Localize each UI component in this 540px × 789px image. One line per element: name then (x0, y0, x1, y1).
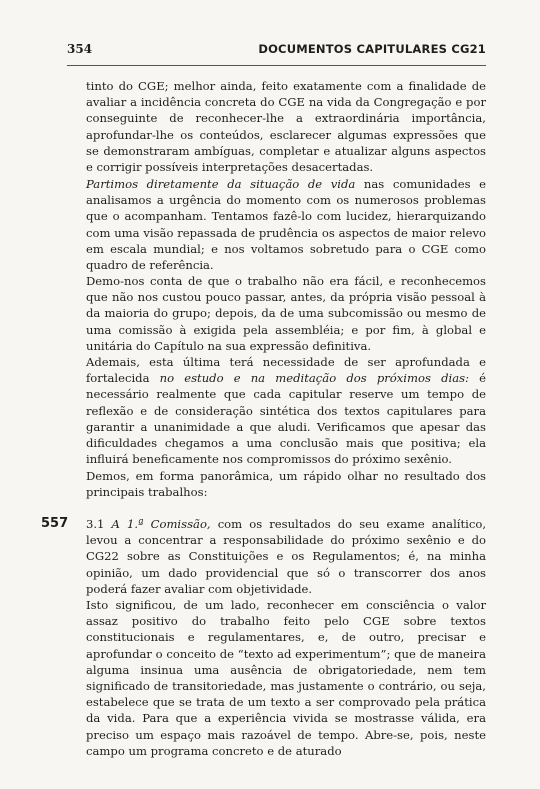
paragraph-7: Isto significou, de um lado, reconhecer em consciência o valor assaz positivo do trabalho feito pelo CGE sobre textos constitucionais e regulamentares, e, de outro, precisar e aprofundar o conceito de “texto ad experimentum”; que de maneira alguma insinua uma ausência de obrigatoriedade, nem tem significado de transitoriedade, mas justamente o contrário, ou seja, estabelece que se trata de um texto a ser comprovado pela prática da vida. Para que a experiência vivida se mostrasse válida, era preciso um espaço mais razoável de tempo. Abre-se, pois, neste campo um programa concreto e de aturado (86, 598, 486, 758)
paragraph-6-italic: A 1.ª Comissão, (111, 517, 211, 531)
paragraph-4-text-b: é necessário realmente que cada capitular reserve um tempo de reflexão e de consideração sintética dos textos capitulares para garantir a unanimidade a que aludi. Verificamos que apesar das dificuldades chegamos a uma conclusão mais que positiva; ela influirá beneficamente nos compromissos do próximo sexênio. (86, 371, 486, 467)
paragraph-4 (86, 354, 486, 467)
running-title: DOCUMENTOS CAPITULARES CG21 (258, 42, 486, 56)
running-header (67, 41, 486, 66)
paragraph-4-text-a: Ademais, esta última terá necessidade de ser aprofundada e fortalecida (86, 355, 486, 386)
paragraph-2 (86, 176, 486, 273)
paragraph-2-text: nas comunidades e analisamos a urgência do momento com os numerosos problemas que o acompanham. Tentamos fazê-lo com lucidez, hierarquizando com uma visão repassada de prudência os aspectos de maior relevo em escala mundial; e nos voltamos sobretudo para o CGE como quadro de referência. (86, 177, 487, 273)
section-number: 557 (41, 516, 69, 531)
paragraph-6-text: com os resultados do seu exame analítico, levou a concentrar a responsabilidade do próximo sexênio e do CG22 sobre as Constituições e os Regulamentos; é, na minha opinião, um dado providencial que só o transcorrer dos anos poderá fazer avaliar com objetividade. (86, 517, 487, 596)
page-number: 354 (67, 42, 93, 56)
paragraph-4-italic: no estudo e na meditação dos próximos dias: (159, 371, 469, 386)
paragraph-2-italic: Partimos diretamente da situação de vida (86, 177, 356, 191)
paragraph-3: Demo-nos conta de que o trabalho não era fácil, e reconhecemos que não nos custou pouco passar, antes, da própria visão pessoal à da maioria do grupo; depois, da de uma subcomissão ou mesmo de uma comissão à exigida pela assembléia; e por fim, à global e unitária do Capítulo na sua expressão definitiva. (86, 274, 486, 353)
paragraph-5: Demos, em forma panorâmica, um rápido olhar no resultado dos principais trabalhos: (86, 469, 486, 500)
paragraph-1: tinto do CGE; melhor ainda, feito exatamente com a finalidade de avaliar a incidência concreta do CGE na vida da Congregação e por conseguinte de reconhecer-lhe a extraordinária importância, aprofundar-lhe os conteúdos, esclarecer algumas expressões que se demonstraram ambíguas, completar e atualizar alguns aspectos e corrigir possíveis interpretações desacertadas. (86, 79, 486, 175)
paragraph-6 (86, 516, 486, 597)
paragraph-6-number: 3.1 (86, 517, 112, 531)
